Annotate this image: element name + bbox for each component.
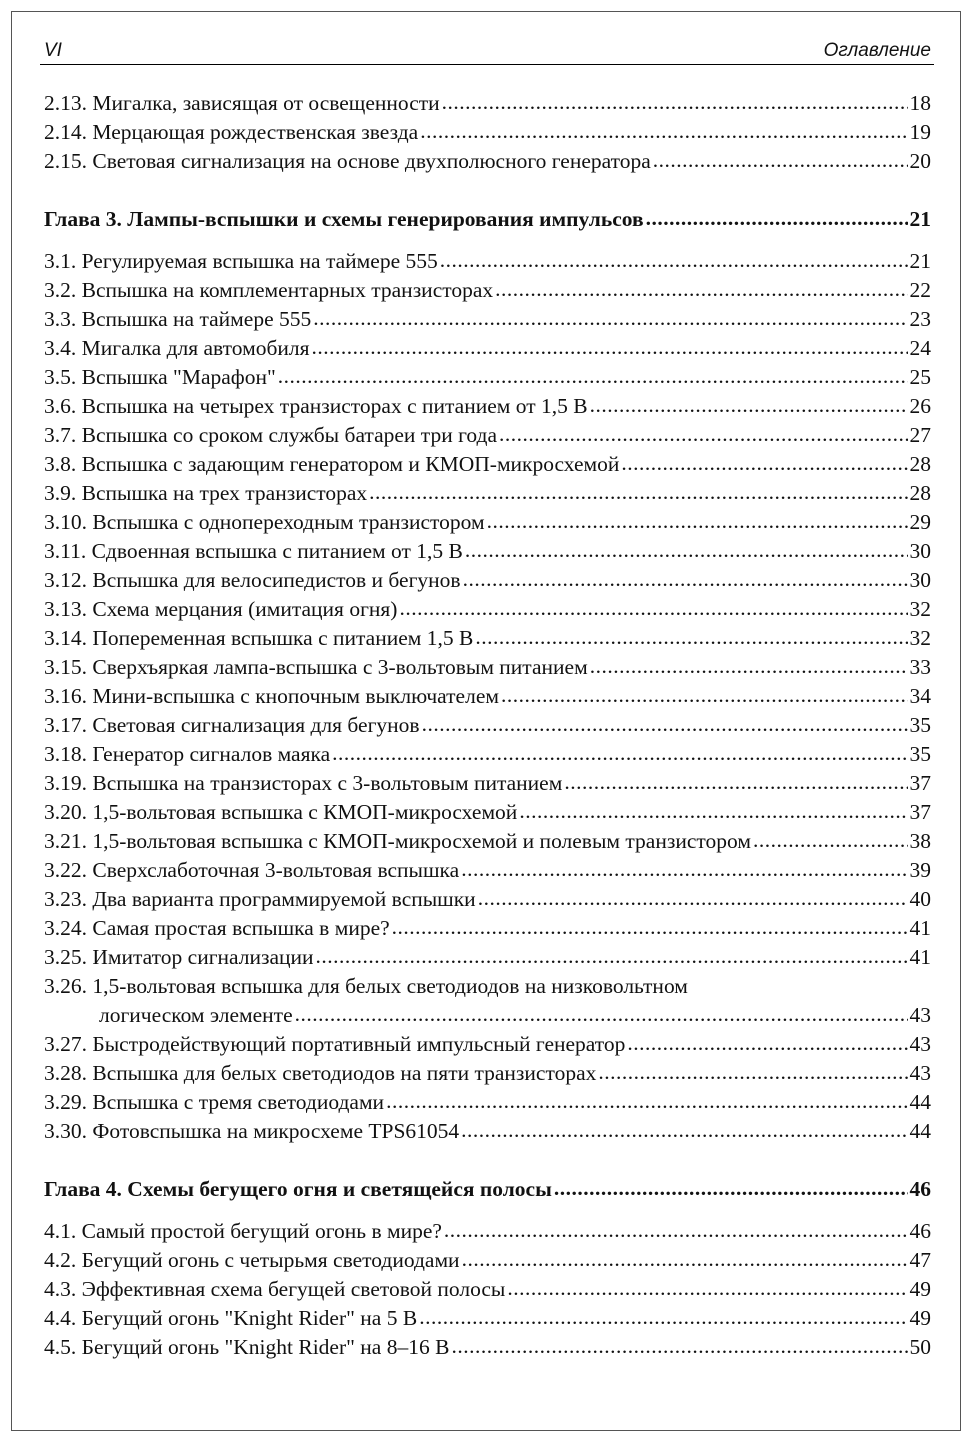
entry-number: 3.5. (44, 365, 77, 389)
entry-title: Вспышка со сроком службы батареи три года (81, 423, 497, 447)
toc-entry[interactable] (44, 595, 931, 624)
entry-number: 3.11. (44, 539, 87, 563)
entry-number: 3.2. (44, 278, 77, 302)
toc-entry[interactable] (44, 769, 931, 798)
entry-title: Фотовспышка на микросхеме TPS61054 (92, 1119, 460, 1143)
toc-entry[interactable] (44, 421, 931, 450)
toc-entry[interactable] (44, 508, 931, 537)
entry-number: 3.6. (44, 394, 77, 418)
entry-page: 44 (909, 1119, 931, 1143)
entry-title: Эффективная схема бегущей световой полосы (81, 1277, 506, 1301)
entry-number: 3.18. (44, 742, 87, 766)
entry-page: 18 (909, 91, 931, 115)
entry-number: 3.19. (44, 771, 87, 795)
toc-entry[interactable] (44, 827, 931, 856)
entry-page: 25 (909, 365, 931, 389)
toc-entry-3-26-continued[interactable] (44, 1001, 931, 1030)
entry-title: Вспышка для велосипедистов и бегунов (92, 568, 461, 592)
entry-page: 37 (909, 771, 931, 795)
toc-entry[interactable] (44, 856, 931, 885)
entry-page: 32 (909, 597, 931, 621)
toc-entry[interactable] (44, 1304, 931, 1333)
toc-entry[interactable] (44, 740, 931, 769)
entry-number: 3.8. (44, 452, 77, 476)
entry-page: 50 (909, 1335, 931, 1359)
section-3-items (44, 247, 931, 972)
entry-title: Сверхъяркая лампа-вспышка с 3-вольтовым питанием (92, 655, 588, 679)
entry-page: 29 (909, 510, 931, 534)
toc-entry[interactable] (44, 798, 931, 827)
toc-entry[interactable] (44, 624, 931, 653)
toc-entry[interactable] (44, 1088, 931, 1117)
entry-number: 3.1. (44, 249, 77, 273)
entry-page: 30 (909, 539, 931, 563)
entry-title: Сдвоенная вспышка с питанием от 1,5 В (91, 539, 463, 563)
entry-title: Вспышка на таймере 555 (81, 307, 312, 331)
entry-title: Вспышка с тремя светодиодами (92, 1090, 385, 1114)
entry-title: Вспышка для белых светодиодов на пяти транзисторах (92, 1061, 597, 1085)
entry-page: 28 (909, 481, 931, 505)
entry-number: 3.17. (44, 713, 87, 737)
toc-entry[interactable] (44, 305, 931, 334)
table-of-contents (44, 89, 931, 1362)
toc-entry[interactable] (44, 392, 931, 421)
toc-entry[interactable] (44, 147, 931, 176)
entry-page: 21 (909, 249, 931, 273)
toc-entry[interactable] (44, 118, 931, 147)
toc-entry[interactable] (44, 247, 931, 276)
entry-title: Самая простая вспышка в мире? (92, 916, 390, 940)
entry-number: 4.1. (44, 1219, 77, 1243)
entry-page: 40 (909, 887, 931, 911)
toc-entry-3-26[interactable] (44, 972, 931, 1001)
entry-page: 28 (909, 452, 931, 476)
entry-page: 30 (909, 568, 931, 592)
entry-page: 33 (909, 655, 931, 679)
entry-number: 3.28. (44, 1061, 87, 1085)
toc-entry[interactable] (44, 1275, 931, 1304)
entry-page: 44 (909, 1090, 931, 1114)
entry-page: 24 (909, 336, 931, 360)
entry-page: 34 (909, 684, 931, 708)
toc-entry[interactable] (44, 450, 931, 479)
toc-entry[interactable] (44, 1117, 931, 1146)
chapter-page: 21 (909, 207, 931, 231)
entry-number: 4.5. (44, 1335, 77, 1359)
section-2-items (44, 89, 931, 176)
entry-number: 3.14. (44, 626, 87, 650)
toc-entry[interactable] (44, 334, 931, 363)
entry-title: Вспышка на транзисторах с 3-вольтовым питанием (92, 771, 563, 795)
entry-number: 2.14. (44, 120, 87, 144)
entry-page: 41 (909, 945, 931, 969)
entry-title: Самый простой бегущий огонь в мире? (81, 1219, 442, 1243)
toc-entry[interactable] (44, 914, 931, 943)
entry-number: 3.24. (44, 916, 87, 940)
entry-title: Вспышка с задающим генератором и КМОП-микросхемой (81, 452, 620, 476)
entry-number: 3.3. (44, 307, 77, 331)
entry-number: 3.13. (44, 597, 87, 621)
toc-entry[interactable] (44, 566, 931, 595)
entry-page: 46 (909, 1219, 931, 1243)
entry-title: Световая сигнализация на основе двухполюсного генератора (92, 149, 651, 173)
entry-page: 47 (909, 1248, 931, 1272)
entry-number: 3.16. (44, 684, 87, 708)
toc-entry[interactable] (44, 682, 931, 711)
toc-entry[interactable] (44, 276, 931, 305)
entry-number: 3.9. (44, 481, 77, 505)
entry-title: Вспышка на четырех транзисторах с питанием от 1,5 В (81, 394, 588, 418)
entry-number: 3.29. (44, 1090, 87, 1114)
entry-number: 3.22. (44, 858, 87, 882)
toc-entry[interactable] (44, 89, 931, 118)
chapter-title: Глава 3. Лампы-вспышки и схемы генерирования импульсов (44, 207, 644, 231)
entry-title: Мерцающая рождественская звезда (92, 120, 419, 144)
entry-number: 3.27. (44, 1032, 87, 1056)
chapter-3-heading[interactable] (44, 203, 931, 235)
entry-page: 19 (909, 120, 931, 144)
entry-page: 39 (909, 858, 931, 882)
entry-page: 49 (909, 1277, 931, 1301)
entry-number: 2.15. (44, 149, 87, 173)
entry-title: Быстродействующий портативный импульсный генератор (92, 1032, 626, 1056)
entry-page: 37 (909, 800, 931, 824)
entry-title: Световая сигнализация для бегунов (92, 713, 420, 737)
chapter-4-heading[interactable] (44, 1173, 931, 1205)
entry-page: 49 (909, 1306, 931, 1330)
entry-title: Два варианта программируемой вспышки (92, 887, 476, 911)
entry-title: 1,5-вольтовая вспышка с КМОП-микросхемой и полевым транзистором (92, 829, 751, 853)
entry-number: 2.13. (44, 91, 87, 115)
entry-title: Регулируемая вспышка на таймере 555 (81, 249, 438, 273)
entry-page: 43 (909, 1032, 931, 1056)
entry-title: Вспышка с однопереходным транзистором (92, 510, 485, 534)
entry-title-line1: 1,5-вольтовая вспышка для белых светодиодов на низковольтном (92, 974, 688, 998)
entry-title-line2: логическом элементе (99, 1003, 293, 1027)
running-title: Оглавление (823, 40, 931, 61)
entry-number: 3.4. (44, 336, 77, 360)
entry-page: 32 (909, 626, 931, 650)
entry-number: 3.23. (44, 887, 87, 911)
entry-title: Вспышка "Марафон" (81, 365, 276, 389)
entry-title: Мигалка для автомобиля (81, 336, 310, 360)
toc-entry[interactable] (44, 479, 931, 508)
entry-page: 26 (909, 394, 931, 418)
entry-title: Бегущий огонь "Knight Rider" на 5 В (81, 1306, 418, 1330)
entry-page: 43 (909, 1003, 931, 1027)
entry-title: Вспышка на комплементарных транзисторах (81, 278, 494, 302)
entry-page: 20 (909, 149, 931, 173)
page-number-roman: VI (44, 40, 62, 61)
entry-title: Попеременная вспышка с питанием 1,5 В (92, 626, 474, 650)
section-4-items (44, 1217, 931, 1362)
entry-title: Бегущий огонь с четырьмя светодиодами (81, 1248, 460, 1272)
entry-page: 22 (909, 278, 931, 302)
entry-number: 4.4. (44, 1306, 77, 1330)
entry-number: 4.2. (44, 1248, 77, 1272)
entry-title: Вспышка на трех транзисторах (81, 481, 368, 505)
toc-entry[interactable] (44, 1246, 931, 1275)
entry-title: Мигалка, зависящая от освещенности (92, 91, 440, 115)
toc-entry[interactable] (44, 537, 931, 566)
entry-number: 3.20. (44, 800, 87, 824)
entry-number: 3.25. (44, 945, 87, 969)
toc-entry[interactable] (44, 653, 931, 682)
entry-title: 1,5-вольтовая вспышка с КМОП-микросхемой (92, 800, 518, 824)
entry-title: Бегущий огонь "Knight Rider" на 8–16 В (81, 1335, 450, 1359)
toc-entry[interactable] (44, 885, 931, 914)
entry-number: 3.10. (44, 510, 87, 534)
entry-title: Генератор сигналов маяка (92, 742, 331, 766)
toc-entry[interactable] (44, 711, 931, 740)
toc-entry[interactable] (44, 943, 931, 972)
entry-number: 3.7. (44, 423, 77, 447)
entry-title: Сверхслаботочная 3-вольтовая вспышка (92, 858, 460, 882)
entry-number: 3.21. (44, 829, 87, 853)
entry-page: 35 (909, 713, 931, 737)
toc-entry[interactable] (44, 1059, 931, 1088)
entry-title: Схема мерцания (имитация огня) (92, 597, 398, 621)
entry-page: 43 (909, 1061, 931, 1085)
running-header (40, 38, 934, 65)
entry-number: 3.26. (44, 974, 87, 998)
entry-page: 35 (909, 742, 931, 766)
entry-number: 3.30. (44, 1119, 87, 1143)
toc-entry[interactable] (44, 1030, 931, 1059)
entry-page: 27 (909, 423, 931, 447)
toc-entry[interactable] (44, 363, 931, 392)
entry-number: 4.3. (44, 1277, 77, 1301)
toc-entry[interactable] (44, 1333, 931, 1362)
section-3-items-continued (44, 1030, 931, 1146)
entry-page: 23 (909, 307, 931, 331)
entry-number: 3.12. (44, 568, 87, 592)
chapter-title: Глава 4. Схемы бегущего огня и светящейся полосы (44, 1177, 552, 1201)
toc-entry[interactable] (44, 1217, 931, 1246)
entry-page: 41 (909, 916, 931, 940)
entry-number: 3.15. (44, 655, 87, 679)
entry-page: 38 (909, 829, 931, 853)
entry-title: Мини-вспышка с кнопочным выключателем (92, 684, 499, 708)
entry-title: Имитатор сигнализации (92, 945, 314, 969)
chapter-page: 46 (909, 1177, 931, 1201)
